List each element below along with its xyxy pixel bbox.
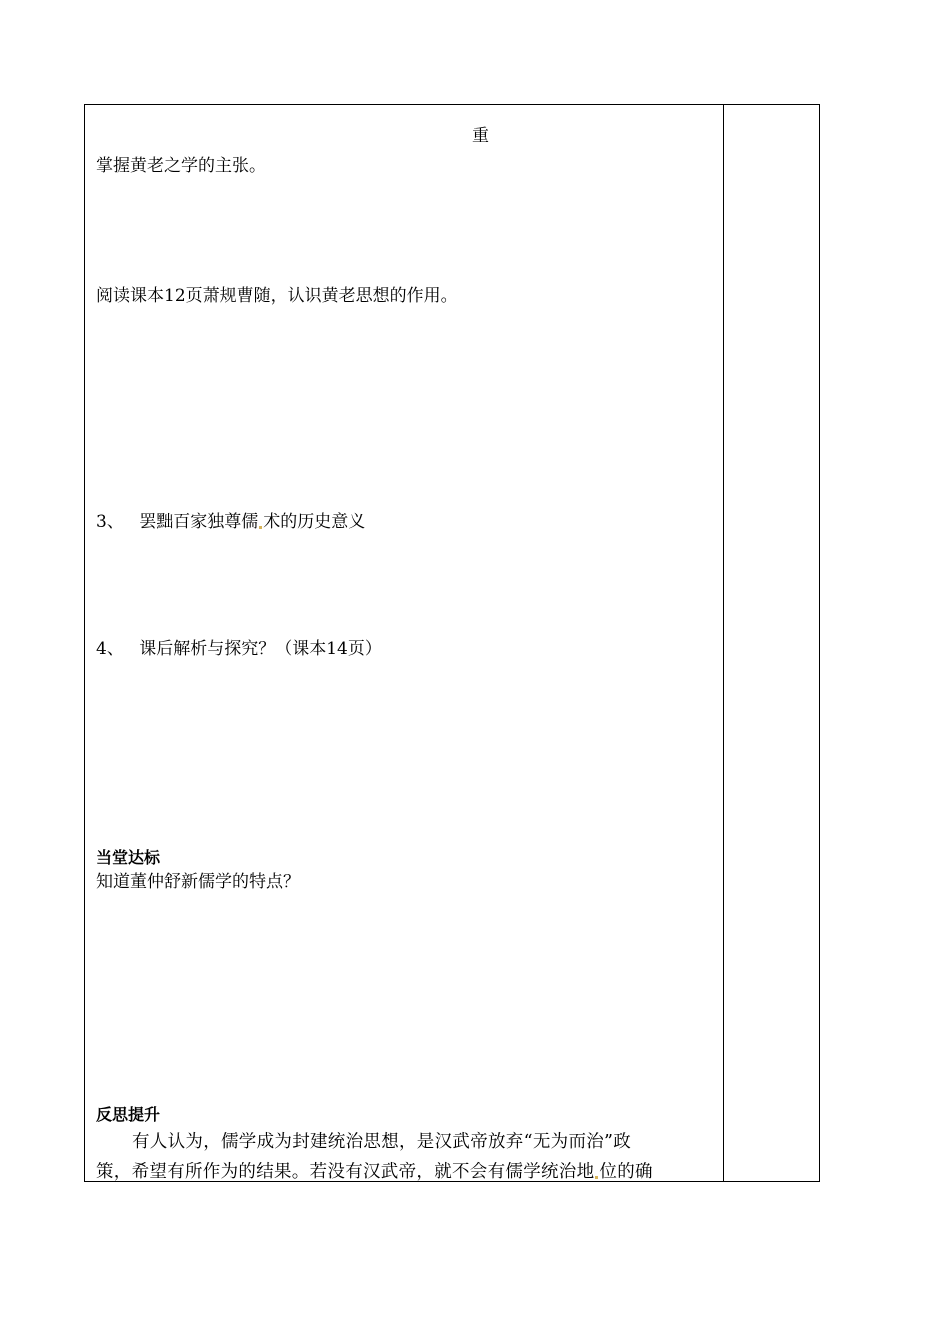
notes-column-cell	[724, 105, 819, 1181]
fansi-line-2	[96, 1157, 715, 1187]
item-4	[96, 638, 382, 660]
highlight-mark	[595, 1176, 598, 1179]
item-4-number: 4、	[96, 639, 124, 659]
item-3-text-b: 术的历史意义	[263, 512, 366, 532]
section-heading-dangtang: 当堂达标	[96, 848, 161, 867]
item-4-text: 课后解析与探究？（课本14页）	[139, 639, 382, 659]
fansi-paragraph	[96, 1127, 715, 1187]
fansi-line-2-a: 策，希望有所作为的结果。若没有汉武帝，就不会有儒学统治地	[96, 1162, 595, 1182]
item-3	[96, 511, 365, 533]
study-point-huanglao: 掌握黄老之学的主张。	[96, 156, 266, 176]
section-heading-fansi: 反思提升	[96, 1105, 161, 1124]
main-content-cell	[85, 105, 723, 1181]
reading-task: 阅读课本12页萧规曹随，认识黄老思想的作用。	[96, 286, 458, 306]
header-fragment: 重	[472, 126, 489, 146]
item-3-number: 3、	[96, 512, 124, 532]
highlight-mark	[259, 526, 262, 529]
item-3-text-a: 罢黜百家独尊儒	[139, 512, 259, 532]
dangtang-question: 知道董仲舒新儒学的特点？	[96, 872, 300, 892]
fansi-line-1: 有人认为，儒学成为封建统治思想，是汉武帝放弃“无为而治”政	[132, 1132, 632, 1152]
fansi-line-2-b: 位的确	[599, 1162, 653, 1182]
